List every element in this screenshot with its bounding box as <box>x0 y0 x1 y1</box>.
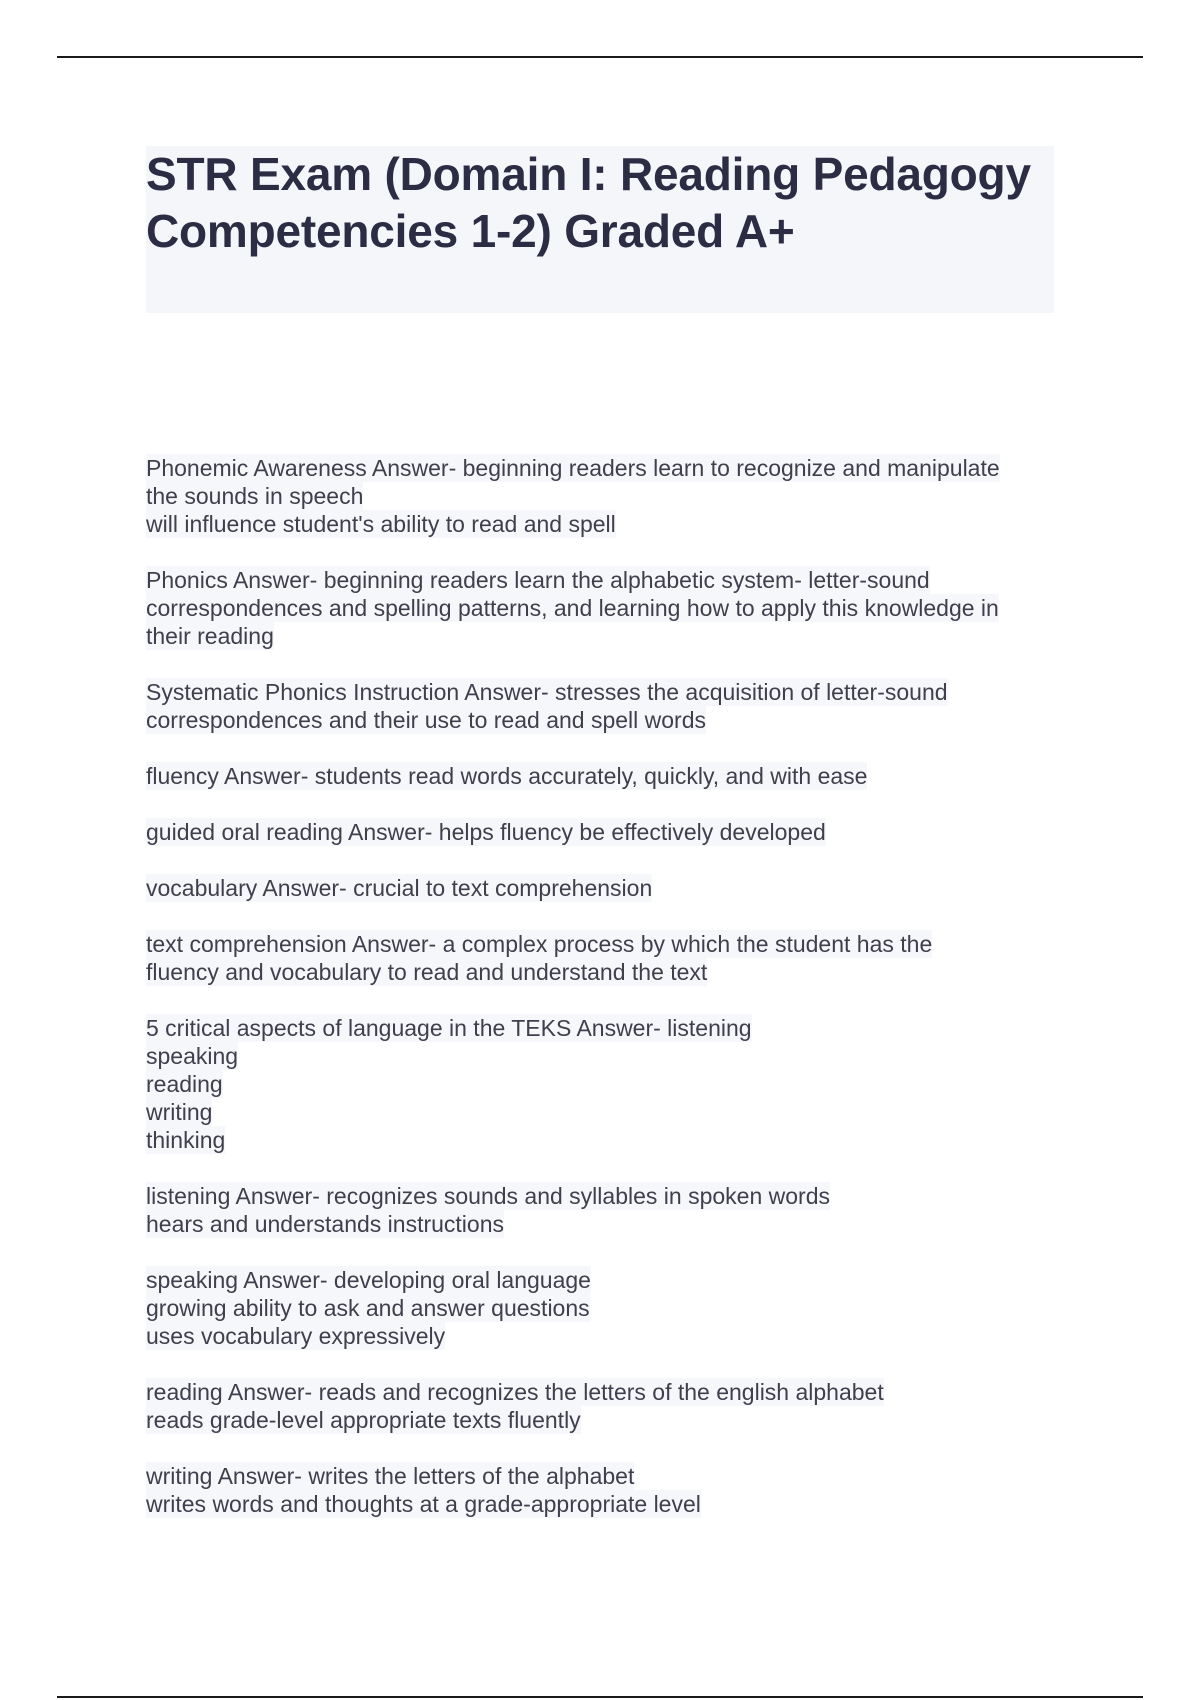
entry-line: hears and understands instructions <box>146 1211 504 1237</box>
qa-entry <box>146 1378 1066 1434</box>
entry-line: listening Answer- recognizes sounds and syllables in spoken words <box>146 1183 830 1209</box>
entry-line: guided oral reading Answer- helps fluency be effectively developed <box>146 819 826 845</box>
top-rule <box>57 56 1143 58</box>
entry-line: correspondences and spelling patterns, and learning how to apply this knowledge in <box>146 595 999 621</box>
qa-entry <box>146 930 1066 986</box>
entry-line: reads grade-level appropriate texts fluently <box>146 1407 581 1433</box>
entry-line: fluency and vocabulary to read and understand the text <box>146 959 708 985</box>
title-block <box>146 146 1054 313</box>
entry-line: Systematic Phonics Instruction Answer- stresses the acquisition of letter-sound <box>146 679 948 705</box>
entry-line: will influence student's ability to read and spell <box>146 511 616 537</box>
qa-entry <box>146 1266 1066 1350</box>
entry-line: the sounds in speech <box>146 483 364 509</box>
qa-entry <box>146 1014 1066 1154</box>
entry-line: reading <box>146 1071 223 1097</box>
entry-line: thinking <box>146 1127 226 1153</box>
entry-line: Phonemic Awareness Answer- beginning readers learn to recognize and manipulate <box>146 455 1000 481</box>
entry-line: speaking Answer- developing oral language <box>146 1267 591 1293</box>
entry-line: correspondences and their use to read and spell words <box>146 707 707 733</box>
entry-line: growing ability to ask and answer questions <box>146 1295 590 1321</box>
qa-entry <box>146 566 1066 650</box>
qa-entry <box>146 762 1066 790</box>
entry-line: fluency Answer- students read words accurately, quickly, and with ease <box>146 763 868 789</box>
entry-line: 5 critical aspects of language in the TEKS Answer- listening <box>146 1015 752 1041</box>
entry-line: speaking <box>146 1043 239 1069</box>
bottom-rule <box>57 1696 1143 1698</box>
entry-line: reading Answer- reads and recognizes the letters of the english alphabet <box>146 1379 884 1405</box>
entry-line: Phonics Answer- beginning readers learn the alphabetic system- letter-sound <box>146 567 930 593</box>
qa-entry <box>146 1182 1066 1238</box>
entry-line: uses vocabulary expressively <box>146 1323 446 1349</box>
entry-line: writes words and thoughts at a grade-appropriate level <box>146 1491 701 1517</box>
entry-line: writing <box>146 1099 213 1125</box>
qa-entry <box>146 454 1066 538</box>
entry-line: their reading <box>146 623 274 649</box>
entry-line: vocabulary Answer- crucial to text comprehension <box>146 875 653 901</box>
qa-entry <box>146 678 1066 734</box>
qa-entry <box>146 874 1066 902</box>
qa-entries <box>146 454 1066 1546</box>
qa-entry <box>146 1462 1066 1518</box>
document-title: STR Exam (Domain I: Reading Pedagogy Competencies 1-2) Graded A+ <box>146 148 1031 257</box>
qa-entry <box>146 818 1066 846</box>
entry-line: writing Answer- writes the letters of the alphabet <box>146 1463 635 1489</box>
entry-line: text comprehension Answer- a complex process by which the student has the <box>146 931 933 957</box>
